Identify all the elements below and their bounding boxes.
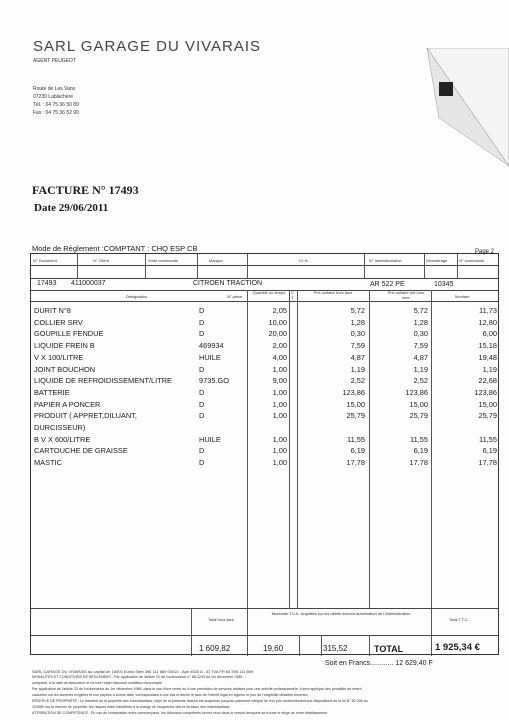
address-line: Route de Les Vans xyxy=(33,86,76,92)
line-unit-price: 1,28 xyxy=(350,317,365,327)
line-net-price: 11,55 xyxy=(410,434,428,444)
footer-line: RÉSERVE DE PROPRIÉTÉ : Le transfert de la propriété des marchandises, objet de la présente facture est suspendu jusqu'au paiement intégral de leur prix conformément aux dispositions de la loi N° 80 335 du xyxy=(32,699,368,703)
brand-label: Marque xyxy=(209,258,223,263)
line-net-price: 2,52 xyxy=(413,376,428,386)
line-amount: 17,78 xyxy=(478,458,497,468)
line-designation: DURCISSEUR) xyxy=(34,423,86,432)
line-designation: MASTIC xyxy=(34,458,62,468)
line-amount: 6,00 xyxy=(482,329,497,339)
client-value: 411000037 xyxy=(71,280,106,287)
line-piece: 9735.GO xyxy=(199,376,229,386)
line-piece: D xyxy=(199,306,205,315)
line-piece: D xyxy=(199,317,205,327)
commande-label: N° commande xyxy=(459,258,485,263)
line-quantity: 2,00 xyxy=(272,341,287,351)
line-designation: PRODUIT ( APPRET,DILUANT, xyxy=(34,411,137,421)
line-piece: 469934 xyxy=(199,341,224,351)
line-amount: 15,00 xyxy=(478,399,497,409)
line-designation: LIQUIDE FREIN B xyxy=(34,341,95,351)
line-quantity: 1,00 xyxy=(272,387,287,397)
footer-line: Par application de l'article 33 de l'ordonnance du 1er décembre 1986, dans le cas d'une vente ou d'une prestation de services réalisée pour une activité professionnelle, il sera appliqué des pénalités de retard xyxy=(32,687,362,691)
line-amount: 25,79 xyxy=(478,411,497,421)
total-ttc-value: 1 925,34 € xyxy=(435,642,480,653)
line-designation: B V X 600/LITRE xyxy=(34,434,91,444)
line-piece: D xyxy=(199,364,205,374)
line-net-price: 123,86 xyxy=(405,387,428,397)
line-net-price: 25,79 xyxy=(409,411,428,421)
total-ht-value: 1 609,82 xyxy=(199,644,231,653)
line-designation: BATTERIE xyxy=(34,387,70,397)
footer-line: SARL GARAGE DU VIVARAIS au capital de 16000 Euros Siret 395 111 669 00010 - Ape 4520 A - ID TVA FR 63 395 111 669 xyxy=(32,669,254,674)
fax-line: Fax : 04 75 36 52 90 xyxy=(33,110,79,116)
registration-value: AR 522 PE xyxy=(370,281,405,288)
line-net-price: 5,72 xyxy=(413,306,428,315)
quantity-label: Quantité ou temps xyxy=(252,290,286,295)
line-unit-price: 25,79 xyxy=(346,411,365,421)
line-quantity: 1,00 xyxy=(272,364,287,374)
ct-label: C T xyxy=(291,290,294,300)
line-piece: HUILE xyxy=(199,434,221,444)
vin-label: V.I.N. xyxy=(299,258,309,263)
line-piece: D xyxy=(199,399,205,409)
line-unit-price: 123,86 xyxy=(342,387,365,397)
francs-equivalent: Soit en Francs............ 12 629,40 F xyxy=(325,660,433,667)
line-net-price: 17,78 xyxy=(409,458,428,468)
brand-value: CITROEN TRACTION xyxy=(193,280,263,287)
mileage-value: 10345 xyxy=(434,281,454,288)
tva-amount: 315,52 xyxy=(323,644,348,653)
tva-rate: 19,60 xyxy=(263,644,284,653)
line-quantity: 1,00 xyxy=(272,399,287,409)
line-designation: DURIT N°8 xyxy=(34,306,71,315)
total-ttc-label: Total T.T.C. xyxy=(449,617,469,622)
line-net-price: 15,00 xyxy=(409,399,428,409)
line-designation: PAPIER A PONCER xyxy=(34,399,101,409)
address-line: 07230 Lablachère xyxy=(33,94,74,100)
line-amount: 6,19 xyxy=(482,446,497,456)
document-value: 17493 xyxy=(37,280,57,287)
line-unit-price: 17,78 xyxy=(346,458,365,468)
line-quantity: 4,00 xyxy=(272,352,287,362)
line-net-price: 0,30 xyxy=(413,329,428,339)
line-amount: 22,68 xyxy=(478,376,497,386)
line-piece: D xyxy=(199,458,205,468)
footer-line: 12/5/80 sur la réserve de propriété, les risques étant transférés à la charge de l'acquéreur dès la livraison des marchandises. xyxy=(32,705,231,709)
net-price-label: Prix unitaire net hors taxe xyxy=(387,290,425,300)
mileage-label: Kilométrage xyxy=(426,258,448,263)
piece-label: N° pièce xyxy=(227,294,243,299)
line-piece: D xyxy=(199,446,205,456)
line-designation: GOUPILLE FENDUE xyxy=(34,329,104,339)
line-unit-price: 5,72 xyxy=(350,306,365,315)
line-amount: 12,80 xyxy=(478,317,497,327)
line-piece: D xyxy=(199,387,205,397)
agent-label: AGENT PEUGEOT xyxy=(33,58,76,64)
company-name: SARL GARAGE DU VIVARAIS xyxy=(33,38,262,55)
footer-line: comptant, à la date de facturation et ne font l'objet d'aucune condition d'escompte. xyxy=(32,681,163,685)
line-amount: 11,55 xyxy=(479,434,497,444)
amount-label: Montant xyxy=(455,294,470,299)
document-label: N° Document xyxy=(33,258,57,263)
line-unit-price: 4,87 xyxy=(350,352,365,362)
line-unit-price: 11,55 xyxy=(347,434,365,444)
line-net-price: 1,19 xyxy=(413,364,428,374)
line-designation: V X 100/LITRE xyxy=(34,352,84,362)
invoice-title: FACTURE N° 17493 xyxy=(32,183,139,197)
line-unit-price: 6,19 xyxy=(350,446,365,456)
line-amount: 19,48 xyxy=(478,352,497,362)
payment-mode: Mode de Règlement :COMPTANT : CHQ ESP CB xyxy=(32,244,198,253)
tva-label: Montants T.V.A. acquittés sur les débits suivant autorisation de l'Administration xyxy=(271,611,411,616)
line-unit-price: 1,19 xyxy=(350,364,365,374)
line-quantity: 1,00 xyxy=(272,434,287,444)
line-amount: 1,19 xyxy=(482,364,497,374)
line-quantity: 9,00 xyxy=(272,376,287,386)
registration-label: N° Immatriculation xyxy=(369,258,402,263)
footer-line: ATTRIBUTION DE COMPÉTENCE : En cas de contestation entre commerçants, les tribunaux compétents seront ceux dans le ressort desquels se trouve le siège de notre établissement. xyxy=(32,711,329,715)
designation-label: Désignation xyxy=(126,294,148,299)
line-unit-price: 2,52 xyxy=(350,376,365,386)
line-net-price: 4,87 xyxy=(413,352,428,362)
line-amount: 11,73 xyxy=(479,306,497,315)
total-ht-label: Total hors taxe xyxy=(207,617,234,622)
line-designation: JOINT BOUCHON xyxy=(34,364,96,374)
line-unit-price: 7,59 xyxy=(350,341,365,351)
line-piece: HUILE xyxy=(199,352,221,362)
unit-price-label: Prix unitaire hors taxe xyxy=(313,290,353,295)
line-quantity: 1,00 xyxy=(272,446,287,456)
order-label: Votre commande xyxy=(148,258,179,263)
line-piece: D xyxy=(199,329,205,339)
line-designation: LIQUIDE DE REFROIDISSEMENT/LITRE xyxy=(34,376,172,386)
line-amount: 123,86 xyxy=(474,387,497,397)
line-designation: COLLIER SRV xyxy=(34,317,83,327)
invoice-table xyxy=(30,253,499,655)
line-unit-price: 0,30 xyxy=(350,329,365,339)
line-quantity: 2,05 xyxy=(272,306,287,315)
line-net-price: 6,19 xyxy=(413,446,428,456)
line-quantity: 1,00 xyxy=(272,411,287,421)
line-designation: CARTOUCHE DE GRAISSE xyxy=(34,446,128,456)
line-quantity: 10,00 xyxy=(268,317,287,327)
line-quantity: 20,00 xyxy=(268,329,287,339)
line-quantity: 1,00 xyxy=(272,458,287,468)
line-amount: 15,18 xyxy=(478,341,497,351)
phone-line: Tél. : 04 75 36 50 89 xyxy=(33,102,79,108)
page-number: Page 2 xyxy=(475,249,495,255)
folded-corner xyxy=(419,48,509,168)
client-label: N° Client xyxy=(93,258,109,263)
line-unit-price: 15,00 xyxy=(346,399,365,409)
invoice-date: Date 29/06/2011 xyxy=(34,202,109,214)
line-piece: D xyxy=(199,411,205,421)
footer-line: MODALITÉS ET CONDITIONS DE RÈGLEMENT : Par application de l'article 31 de l'ordonnance n° 86-1243 du 1er décembre 1986 ... xyxy=(32,675,247,679)
line-net-price: 7,59 xyxy=(413,341,428,351)
total-label: TOTAL xyxy=(374,644,404,654)
line-net-price: 1,28 xyxy=(413,317,428,327)
footer-line: calculées sur les sommes exigibles et non payées à bonne date, correspondant à une fois et demie le taux de l'intérêt légal en vigueur le jour de l'exigibilité desdites sommes. xyxy=(32,693,309,697)
